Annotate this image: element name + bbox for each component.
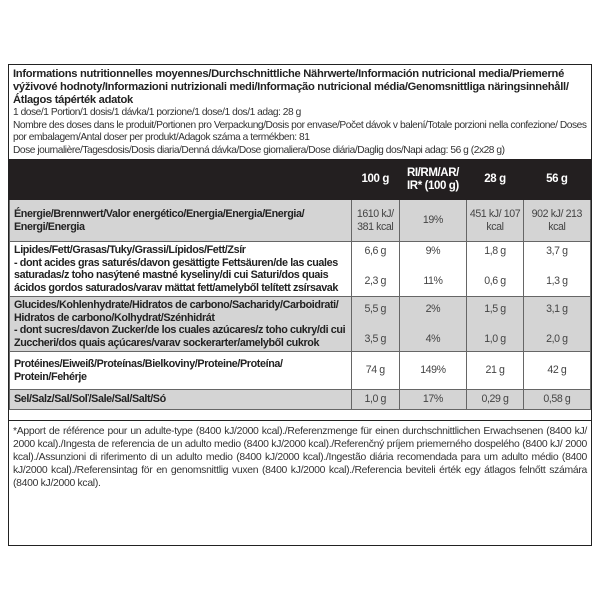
cell: 11% — [423, 275, 443, 287]
table-row — [10, 297, 591, 352]
cell: 2,3 g — [364, 275, 387, 287]
cell: 1,0 g — [351, 390, 399, 410]
row-sublabel: - dont acides gras saturés/davon gesättigte Fettsäuren/de las cuales saturadas/z toho nasýtené mastné kyseliny/di cui Saturi/dos quais ácidos gordos saturados/varav mättat fett/amelyből telített zsírsavak — [14, 256, 339, 294]
cell: 4% — [425, 332, 441, 345]
cell: 1,8 g — [484, 245, 506, 257]
table-row — [10, 200, 591, 242]
cell: 0,29 g — [467, 390, 523, 410]
cell: 42 g — [523, 352, 590, 390]
table-row — [10, 242, 591, 297]
cell: 0,6 g — [484, 275, 506, 287]
cell: 21 g — [467, 352, 523, 390]
col-28g: 28 g — [467, 160, 523, 200]
cell: 17% — [399, 390, 467, 410]
cell: 74 g — [351, 352, 399, 390]
cell: 5,5 g — [364, 302, 387, 315]
col-56g: 56 g — [523, 160, 590, 200]
serving-size: 1 dose/1 Portion/1 dosis/1 dávka/1 porzione/1 dose/1 dos/1 adag: 28 g — [13, 107, 301, 118]
row-label: Glucides/Kohlenhydrate/Hidratos de carbono/Sacharidy/Carboidrati/ Hidratos de carbono/Kolhydrat/Szénhidrát — [14, 299, 339, 324]
daily-dose: Dose journalière/Tagesdosis/Dosis diaria/Denná dávka/Dose giornaliera/Dose diária/Daglig dos/Napi adag: 56 g (2x28 g) — [13, 144, 505, 156]
row-label: Protéines/Eiweiß/Proteínas/Bielkoviny/Proteine/Proteína/ Protein/Fehérje — [10, 352, 352, 390]
cell: 0,58 g — [523, 390, 590, 410]
servings-count: Nombre des doses dans le produit/Portionen pro Verpackung/Dosis por envase/Počet dávok v balení/Totale porzioni nella confezione/ Doses por embalagem/Antal doser per produkt/Adagok száma a termékben: 81 — [13, 119, 587, 143]
cell: 3,1 g — [546, 302, 568, 315]
cell: 3,5 g — [364, 332, 387, 345]
cell: 19% — [399, 200, 467, 242]
footnote: *Apport de référence pour un adulte-type (8400 kJ/2000 kcal)./Referenzmenge für einen durchschnittlichen Erwachsenen (8400 kJ/ 2000 kcal)./Ingesta de referencia de un adulto medio (8400 kJ/2000 kcal)./Referenčný príjem priemerného dospelého (8400 kJ/ 2000 kcal)./Assunzioni di riferimento di un adulto medio (8400 kJ/2000 kcal)./Ingestão diária recomendada para um adulto médio (8400 kJ/2000 kcal)./Referensintag för en genomsnittlig vuxen (8400 kJ/2000 kcal)./Referencia beviteli érték egy átlagos felnőtt számára (8400 kJ/2000 kcal). — [9, 420, 591, 494]
cell: 1,3 g — [546, 275, 568, 287]
table-row — [10, 352, 591, 390]
cell: 902 kJ/ 213 kcal — [523, 200, 590, 242]
cell: 149% — [399, 352, 467, 390]
cell: 2% — [425, 302, 441, 315]
cell: 1610 kJ/ 381 kcal — [351, 200, 399, 242]
cell: 6,6 g — [364, 245, 387, 257]
row-label: Énergie/Brennwert/Valor energético/Energia/Energia/Energia/ Energi/Energia — [10, 200, 352, 242]
table-header-row — [10, 160, 591, 200]
col-ri: RI/RM/AR/ IR* (100 g) — [399, 160, 467, 200]
cell: 3,7 g — [546, 245, 568, 257]
row-sublabel: - dont sucres/davon Zucker/de los cuales azúcares/z toho cukry/di cui Zuccheri/dos quais açúcares/varav sockerarter/amelyből cukrok — [14, 324, 346, 349]
cell: 451 kJ/ 107 kcal — [467, 200, 523, 242]
cell: 1,5 g — [484, 302, 506, 315]
row-label: Lipides/Fett/Grasas/Tuky/Grassi/Lípidos/Fett/Zsír — [14, 244, 246, 256]
col-100g: 100 g — [351, 160, 399, 200]
cell: 9% — [425, 245, 441, 257]
nutrition-table — [9, 159, 591, 410]
table-row — [10, 390, 591, 410]
label-title: Informations nutritionnelles moyennes/Durchschnittliche Nährwerte/Información nutricional media/Priemerné výživové hodnoty/Informazioni nutrizionali medi/Informação nutricional média/Genomsnittliga näringsinnehåll/ Átlagos tápérték adatok — [13, 68, 569, 106]
row-label: Sel/Salz/Sal/Soľ/Sale/Sal/Salt/Só — [10, 390, 352, 410]
cell: 2,0 g — [546, 332, 568, 345]
cell: 1,0 g — [484, 332, 506, 345]
label-header — [9, 65, 591, 159]
nutrition-label — [8, 64, 592, 546]
